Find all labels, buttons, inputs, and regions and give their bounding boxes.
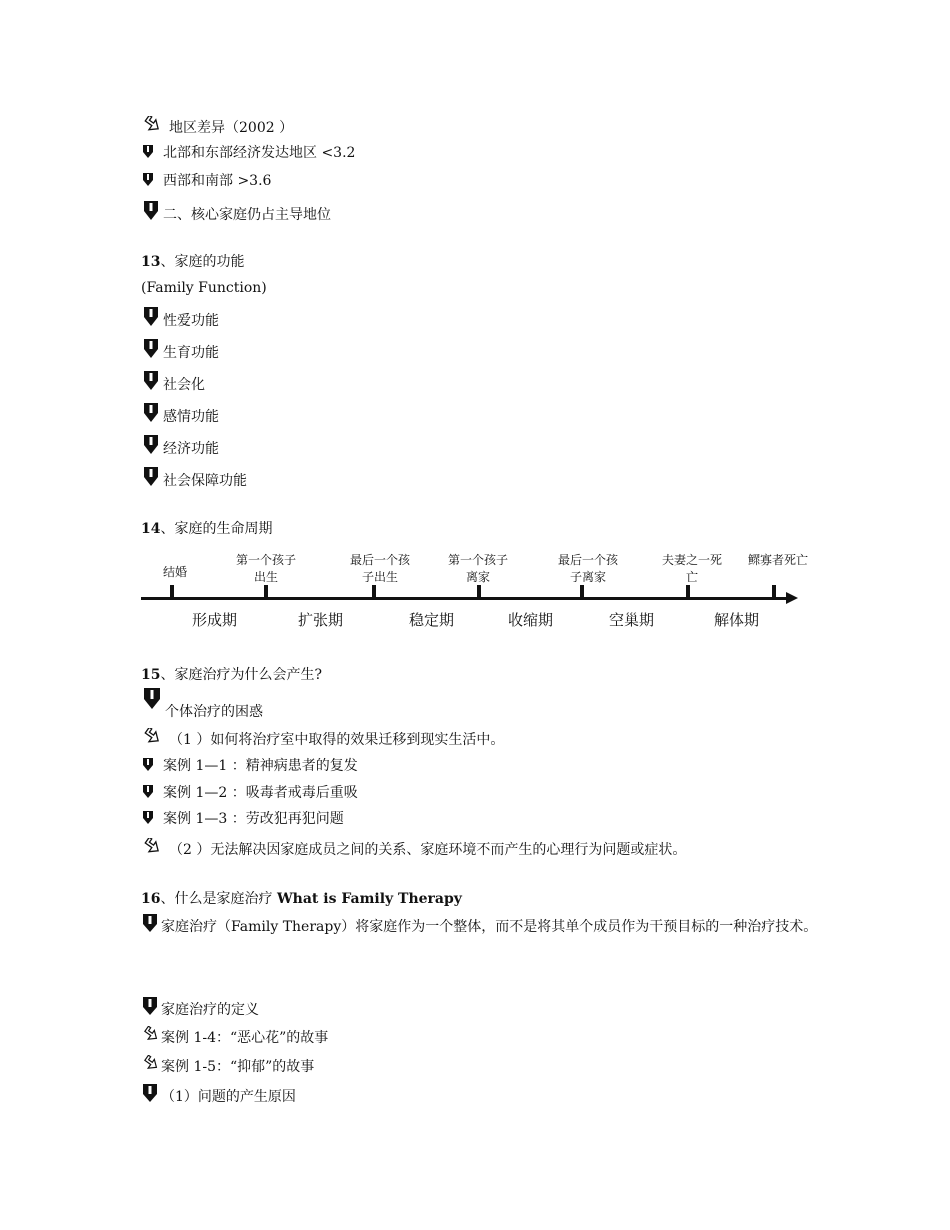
down-arrow-icon bbox=[141, 756, 155, 772]
list-text: 社会化 bbox=[163, 377, 205, 393]
hollow-arrow-icon bbox=[141, 116, 161, 134]
list-item bbox=[141, 369, 205, 394]
list-item bbox=[141, 199, 331, 224]
list-item bbox=[141, 116, 293, 137]
list-item bbox=[141, 1083, 296, 1106]
list-text: 案例 1-5：“抑郁”的故事 bbox=[161, 1059, 315, 1075]
section-heading-15: 15、家庭治疗为什么会产生? bbox=[141, 667, 322, 683]
list-text: （2 ）无法解决因家庭成员之间的关系、家庭环境不而产生的心理行为问题或症状。 bbox=[169, 842, 687, 858]
down-arrow-icon bbox=[141, 996, 159, 1016]
down-arrow-icon bbox=[141, 913, 159, 933]
list-item bbox=[141, 337, 219, 362]
list-text: 感情功能 bbox=[163, 409, 219, 425]
list-text: 案例 1—2 ：吸毒者戒毒后重吸 bbox=[163, 785, 358, 801]
timeline-event: 最后一个孩子出生 bbox=[349, 553, 410, 584]
list-text: 社会保障功能 bbox=[163, 473, 247, 489]
section-heading-13: 13、家庭的功能 bbox=[141, 254, 245, 270]
list-text: 案例 1—1 ：精神病患者的复发 bbox=[163, 758, 358, 774]
list-text: 北部和东部经济发达地区 <3.2 bbox=[163, 145, 356, 161]
hollow-arrow-icon bbox=[141, 1055, 159, 1073]
list-text: 二、核心家庭仍占主导地位 bbox=[163, 207, 331, 223]
list-item bbox=[141, 1026, 328, 1047]
list-item bbox=[141, 1055, 314, 1076]
hollow-arrow-icon bbox=[141, 838, 161, 856]
list-text: 性爱功能 bbox=[163, 313, 219, 329]
list-item bbox=[141, 305, 219, 330]
timeline-event: 结婚 bbox=[162, 565, 187, 579]
down-arrow-icon bbox=[141, 809, 155, 825]
hollow-arrow-icon bbox=[141, 1026, 159, 1044]
list-item bbox=[141, 783, 358, 802]
section-subheading: (Family Function) bbox=[141, 280, 267, 296]
arrow-right-icon bbox=[786, 592, 798, 604]
timeline-phase: 形成期 bbox=[192, 611, 238, 629]
down-arrow-icon bbox=[141, 337, 161, 359]
list-item bbox=[141, 686, 263, 720]
list-item bbox=[141, 996, 259, 1019]
timeline-event: 最后一个孩子离家 bbox=[557, 553, 618, 584]
list-item bbox=[141, 171, 271, 190]
section-heading-14: 14、家庭的生命周期 bbox=[141, 521, 273, 537]
list-item bbox=[141, 465, 247, 490]
down-arrow-icon bbox=[141, 171, 155, 187]
section-heading-16: 16、什么是家庭治疗 What is Family Therapy bbox=[141, 891, 462, 907]
hollow-arrow-icon bbox=[141, 728, 161, 746]
list-item bbox=[141, 756, 358, 775]
timeline-phase: 解体期 bbox=[714, 611, 760, 629]
timeline-event: 鳏寡者死亡 bbox=[747, 553, 808, 567]
down-arrow-icon bbox=[141, 783, 155, 799]
list-text: 个体治疗的困惑 bbox=[165, 704, 263, 720]
list-text: 地区差异（2002 ） bbox=[169, 120, 294, 136]
down-arrow-icon bbox=[141, 1083, 159, 1103]
down-arrow-icon bbox=[141, 465, 161, 487]
list-text: 案例 1-4：“恶心花”的故事 bbox=[161, 1030, 329, 1046]
list-text: 家庭治疗的定义 bbox=[161, 1002, 259, 1018]
list-item bbox=[141, 838, 686, 859]
down-arrow-icon bbox=[141, 433, 161, 455]
down-arrow-icon bbox=[141, 305, 161, 327]
list-item bbox=[141, 401, 219, 426]
list-text: （1）问题的产生原因 bbox=[161, 1089, 296, 1105]
list-item bbox=[141, 728, 504, 749]
list-text: （1 ）如何将治疗室中取得的效果迁移到现实生活中。 bbox=[169, 732, 505, 748]
timeline-axis bbox=[141, 597, 787, 600]
list-text: 案例 1—3 ：劳改犯再犯问题 bbox=[163, 811, 344, 827]
down-arrow-icon bbox=[141, 199, 161, 221]
down-arrow-icon bbox=[141, 369, 161, 391]
down-arrow-icon bbox=[141, 686, 163, 710]
paragraph bbox=[141, 913, 821, 941]
timeline-phase: 扩张期 bbox=[298, 611, 344, 629]
list-item bbox=[141, 143, 355, 162]
list-item bbox=[141, 433, 219, 458]
down-arrow-icon bbox=[141, 143, 155, 159]
list-text: 西部和南部 >3.6 bbox=[163, 173, 272, 189]
list-text: 经济功能 bbox=[163, 441, 219, 457]
list-text: 生育功能 bbox=[163, 345, 219, 361]
paragraph-text: 家庭治疗（Family Therapy）将家庭作为一个整体，而不是将其单个成员作为干预目标的一种治疗技术。 bbox=[161, 919, 818, 935]
down-arrow-icon bbox=[141, 401, 161, 423]
list-item bbox=[141, 809, 344, 828]
timeline-event: 夫妻之一死亡 bbox=[661, 553, 722, 584]
timeline-phase: 空巢期 bbox=[609, 611, 655, 629]
timeline-event: 第一个孩子出生 bbox=[235, 553, 296, 584]
timeline-phase: 稳定期 bbox=[409, 611, 455, 629]
timeline-phase: 收缩期 bbox=[508, 611, 554, 629]
timeline-event: 第一个孩子离家 bbox=[447, 553, 508, 584]
